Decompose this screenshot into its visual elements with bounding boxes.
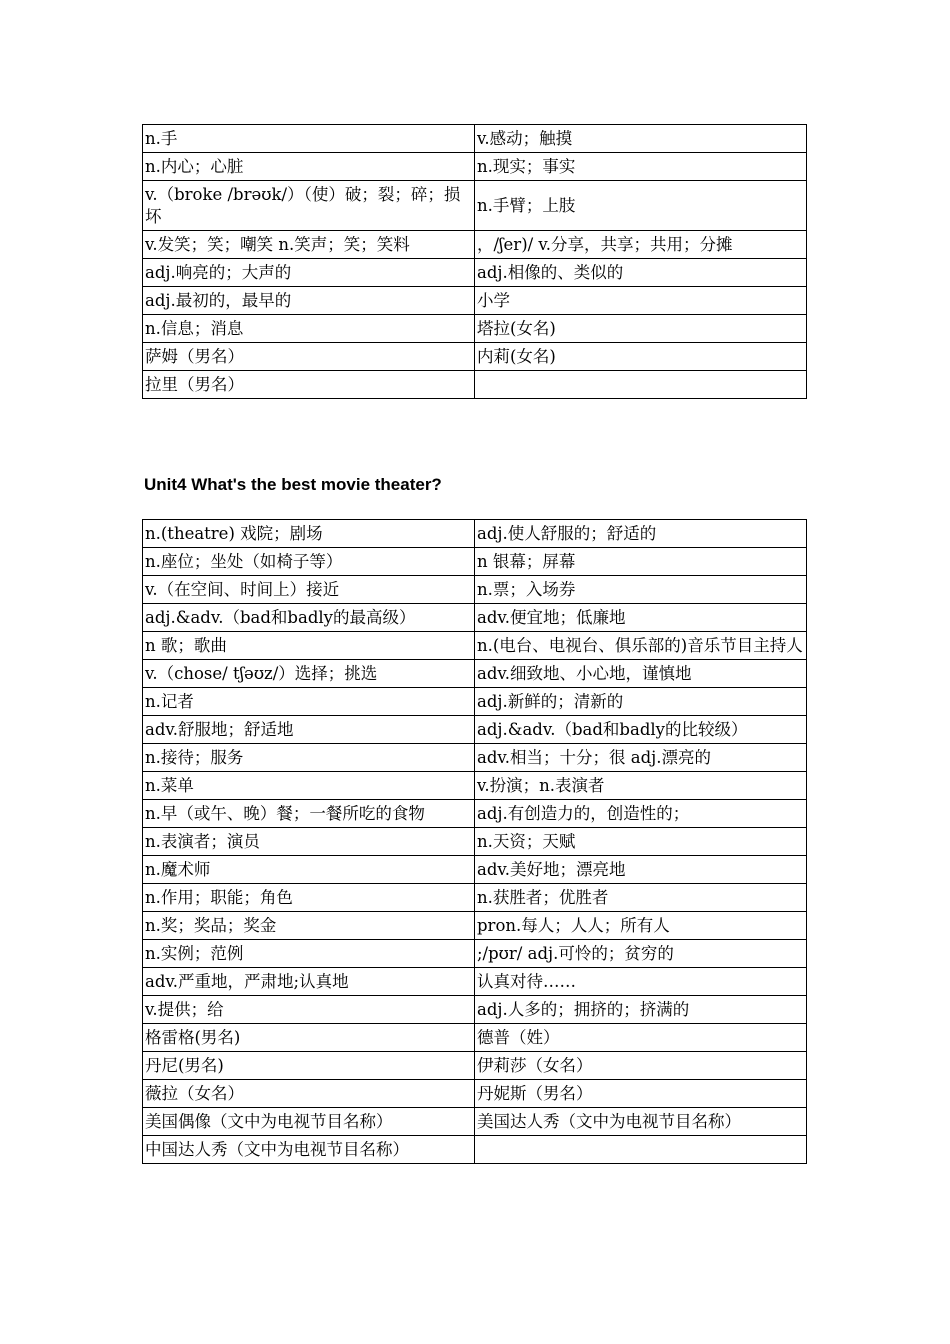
meaning-cell-left: 美国偶像（文中为电视节目名称） <box>143 1108 475 1136</box>
meaning-cell-left: adj.&adv.（bad和badly的最高级） <box>143 604 475 632</box>
meaning-cell-right: v.扮演；n.表演者 <box>475 772 807 800</box>
meaning-cell-right: adj.新鲜的；清新的 <box>475 688 807 716</box>
table-row <box>143 1052 807 1080</box>
vocab-table-2 <box>142 519 807 1164</box>
table-row <box>143 153 807 181</box>
meaning-cell-left: n.(theatre) 戏院；剧场 <box>143 520 475 548</box>
meaning-cell-left: n.信息；消息 <box>143 315 475 343</box>
meaning-cell-right: adv.相当；十分；很 adj.漂亮的 <box>475 744 807 772</box>
meaning-cell-right: n.手臂；上肢 <box>475 181 807 231</box>
meaning-cell-right: adv.美好地；漂亮地 <box>475 856 807 884</box>
meaning-cell-right: 小学 <box>475 287 807 315</box>
meaning-cell-left: n.座位；坐处（如椅子等） <box>143 548 475 576</box>
meaning-cell-right: adv.便宜地；低廉地 <box>475 604 807 632</box>
meaning-cell-left: 拉里（男名） <box>143 371 475 399</box>
table-row <box>143 287 807 315</box>
meaning-cell-right: n.(电台、电视台、俱乐部的)音乐节目主持人 <box>475 632 807 660</box>
meaning-cell-left: 中国达人秀（文中为电视节目名称） <box>143 1136 475 1164</box>
meaning-cell-left: 丹尼(男名) <box>143 1052 475 1080</box>
meaning-cell-right: 伊莉莎（女名） <box>475 1052 807 1080</box>
table-row <box>143 912 807 940</box>
meaning-cell-right: n.天资；天赋 <box>475 828 807 856</box>
meaning-cell-right: v.感动；触摸 <box>475 125 807 153</box>
meaning-cell-left: v.（在空间、时间上）接近 <box>143 576 475 604</box>
meaning-cell-right: 认真对待…… <box>475 968 807 996</box>
table-row <box>143 1080 807 1108</box>
table-row <box>143 604 807 632</box>
table-row <box>143 688 807 716</box>
meaning-cell-left: n.菜单 <box>143 772 475 800</box>
meaning-cell-left: v.提供；给 <box>143 996 475 1024</box>
meaning-cell-right: adj.人多的；拥挤的；挤满的 <box>475 996 807 1024</box>
table-row <box>143 343 807 371</box>
meaning-cell-left: 薇拉（女名） <box>143 1080 475 1108</box>
meaning-cell-right: n.获胜者；优胜者 <box>475 884 807 912</box>
meaning-cell-right: n 银幕；屏幕 <box>475 548 807 576</box>
table-row <box>143 259 807 287</box>
vocab-table-1 <box>142 124 807 399</box>
meaning-cell-right: ，/ʃer)/ v.分享，共享；共用；分摊 <box>475 231 807 259</box>
table-row <box>143 772 807 800</box>
table-row <box>143 968 807 996</box>
table-row <box>143 1024 807 1052</box>
meaning-cell-right <box>475 1136 807 1164</box>
meaning-cell-right: adj.相像的、类似的 <box>475 259 807 287</box>
meaning-cell-left: n.记者 <box>143 688 475 716</box>
meaning-cell-left: n.魔术师 <box>143 856 475 884</box>
unit-title: Unit4 What's the best movie theater? <box>144 475 442 494</box>
vocab-table-2-body <box>143 520 807 1164</box>
meaning-cell-right: 内莉(女名) <box>475 343 807 371</box>
meaning-cell-left: adv.严重地，严肃地;认真地 <box>143 968 475 996</box>
meaning-cell-right <box>475 371 807 399</box>
table-row <box>143 315 807 343</box>
table-row <box>143 884 807 912</box>
meaning-cell-left: n.接待；服务 <box>143 744 475 772</box>
meaning-cell-left: n.早（或午、晚）餐；一餐所吃的食物 <box>143 800 475 828</box>
table-row <box>143 856 807 884</box>
meaning-cell-right: n.现实；事实 <box>475 153 807 181</box>
table-row <box>143 181 807 231</box>
table-row <box>143 632 807 660</box>
meaning-cell-left: adj.最初的，最早的 <box>143 287 475 315</box>
meaning-cell-right: n.票；入场券 <box>475 576 807 604</box>
table-row <box>143 800 807 828</box>
meaning-cell-right: adj.使人舒服的；舒适的 <box>475 520 807 548</box>
table-row <box>143 125 807 153</box>
meaning-cell-right: ;/pʊr/ adj.可怜的；贫穷的 <box>475 940 807 968</box>
table-row <box>143 576 807 604</box>
meaning-cell-left: adj.响亮的；大声的 <box>143 259 475 287</box>
meaning-cell-right: adv.细致地、小心地，谨慎地 <box>475 660 807 688</box>
table-row <box>143 996 807 1024</box>
meaning-cell-right: 丹妮斯（男名） <box>475 1080 807 1108</box>
meaning-cell-left: 萨姆（男名） <box>143 343 475 371</box>
meaning-cell-right: pron.每人；人人；所有人 <box>475 912 807 940</box>
table-row <box>143 940 807 968</box>
meaning-cell-left: n.实例；范例 <box>143 940 475 968</box>
table-row <box>143 1136 807 1164</box>
table-row <box>143 744 807 772</box>
meaning-cell-left: n 歌；歌曲 <box>143 632 475 660</box>
meaning-cell-right: 美国达人秀（文中为电视节目名称） <box>475 1108 807 1136</box>
meaning-cell-right: 塔拉(女名) <box>475 315 807 343</box>
meaning-cell-right: adj.有创造力的，创造性的； <box>475 800 807 828</box>
meaning-cell-right: adj.&adv.（bad和badly的比较级） <box>475 716 807 744</box>
vocab-table-1-body <box>143 125 807 399</box>
meaning-cell-left: v.（broke /brəʊk/）（使）破；裂；碎；损坏 <box>143 181 475 231</box>
table-row <box>143 520 807 548</box>
table-row <box>143 660 807 688</box>
meaning-cell-left: n.手 <box>143 125 475 153</box>
meaning-cell-left: v.（chose/ tʃəʊz/）选择；挑选 <box>143 660 475 688</box>
meaning-cell-left: n.表演者；演员 <box>143 828 475 856</box>
table-row <box>143 828 807 856</box>
meaning-cell-right: 德普（姓） <box>475 1024 807 1052</box>
table-row <box>143 1108 807 1136</box>
table-row <box>143 371 807 399</box>
meaning-cell-left: n.作用；职能；角色 <box>143 884 475 912</box>
meaning-cell-left: n.内心；心脏 <box>143 153 475 181</box>
table-row <box>143 716 807 744</box>
table-row <box>143 231 807 259</box>
meaning-cell-left: n.奖；奖品；奖金 <box>143 912 475 940</box>
table-row <box>143 548 807 576</box>
meaning-cell-left: v.发笑；笑；嘲笑 n.笑声；笑；笑料 <box>143 231 475 259</box>
meaning-cell-left: 格雷格(男名) <box>143 1024 475 1052</box>
meaning-cell-left: adv.舒服地；舒适地 <box>143 716 475 744</box>
